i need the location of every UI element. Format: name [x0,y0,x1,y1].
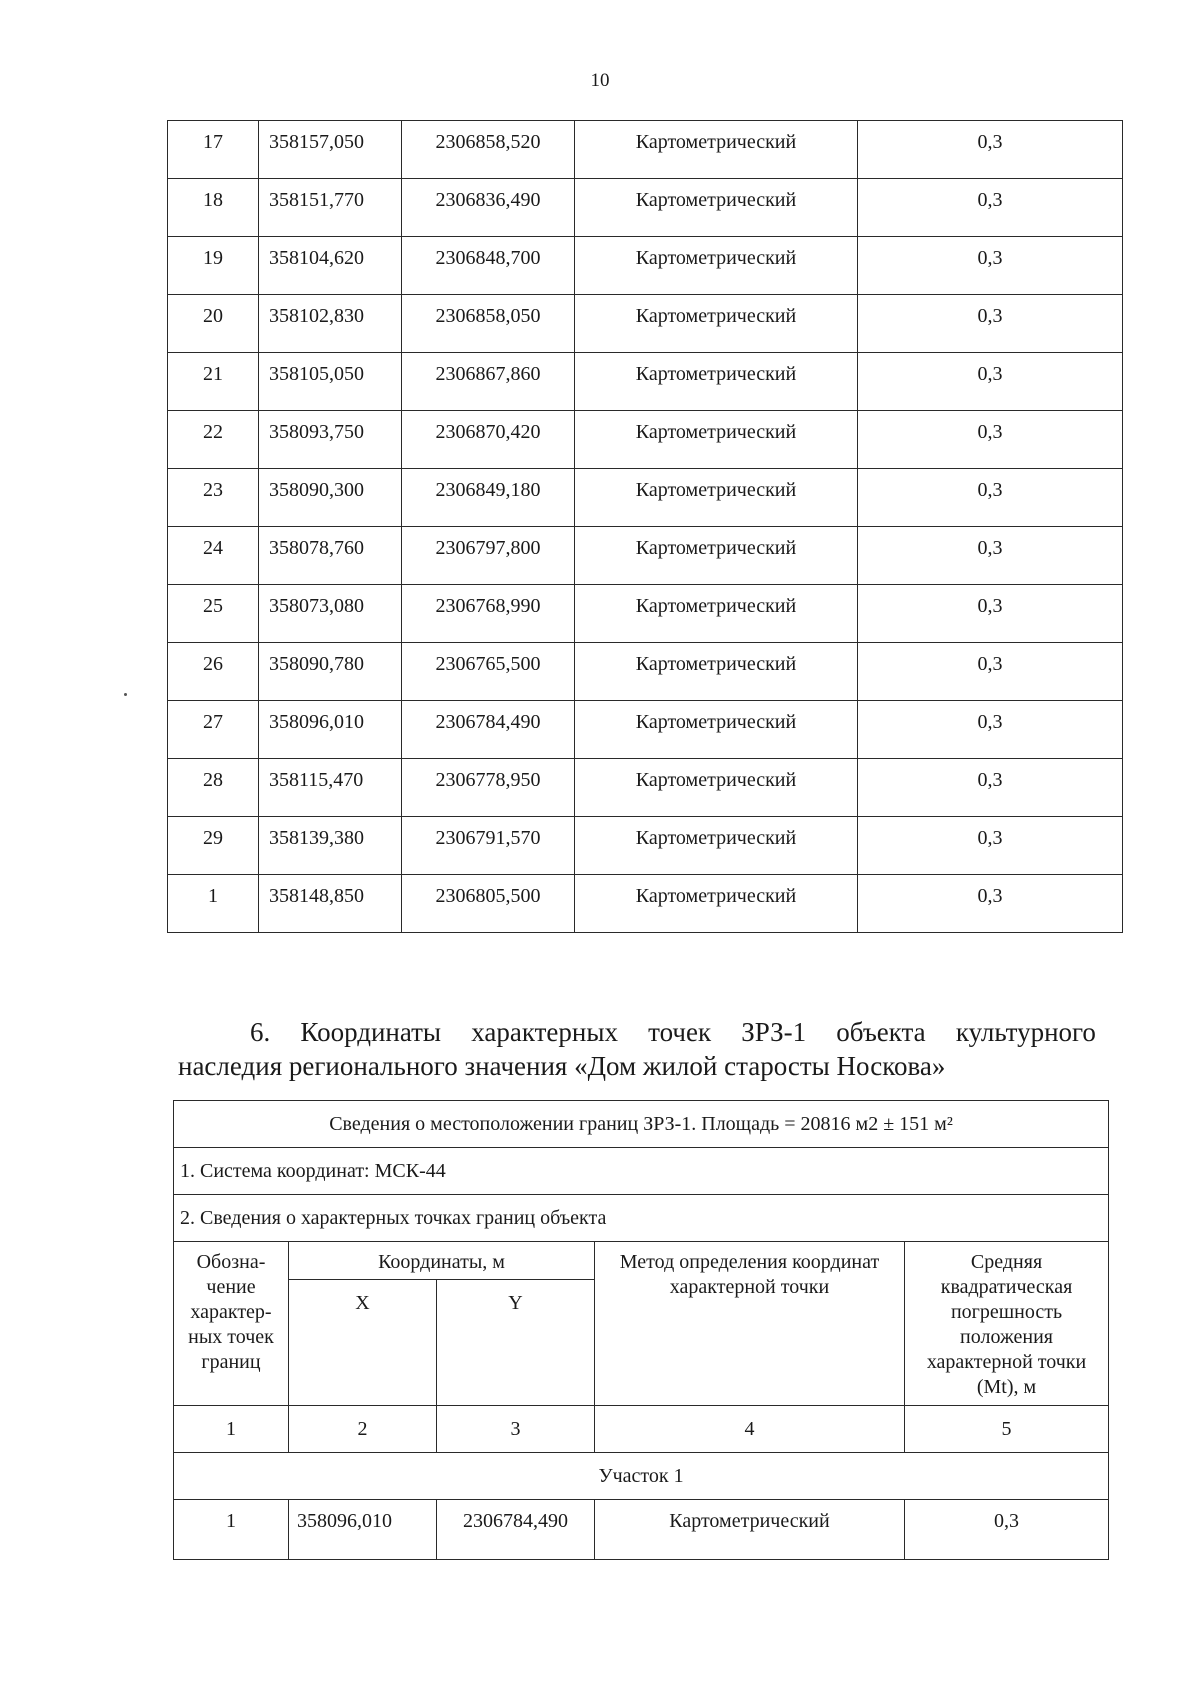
coord-y: 2306797,800 [402,527,575,585]
method: Картометрический [575,353,858,411]
point-number: 26 [168,643,259,701]
header-error: Средняя квадратическая погрешность положения характерной точки (Mt), м [905,1242,1109,1406]
coord-x: 358139,380 [259,817,402,875]
table-row [168,875,1123,933]
column-number: 5 [905,1406,1109,1453]
table-row [168,121,1123,179]
error: 0,3 [905,1500,1109,1560]
coord-y: 2306867,860 [402,353,575,411]
table-row [168,411,1123,469]
coord-x: 358104,620 [259,237,402,295]
method: Картометрический [595,1500,905,1560]
table-row [168,295,1123,353]
error: 0,3 [858,527,1123,585]
method: Картометрический [575,643,858,701]
method: Картометрический [575,411,858,469]
coord-x: 358096,010 [289,1500,437,1560]
points-info: 2. Сведения о характерных точках границ объекта [174,1195,1109,1242]
column-number: 1 [174,1406,289,1453]
coord-x: 358090,780 [259,643,402,701]
table-row [168,527,1123,585]
error: 0,3 [858,585,1123,643]
error: 0,3 [858,701,1123,759]
coord-x: 358078,760 [259,527,402,585]
method: Картометрический [575,179,858,237]
table-row [168,817,1123,875]
point-number: 18 [168,179,259,237]
coord-x: 358115,470 [259,759,402,817]
coord-y: 2306836,490 [402,179,575,237]
point-number: 24 [168,527,259,585]
header-method: Метод определения координат характерной точки [595,1242,905,1406]
section-label: Участок 1 [174,1453,1109,1500]
point-number: 25 [168,585,259,643]
table-row [168,701,1123,759]
method: Картометрический [575,759,858,817]
coord-y: 2306870,420 [402,411,575,469]
point-number: 22 [168,411,259,469]
method: Картометрический [575,121,858,179]
table-row [168,237,1123,295]
error: 0,3 [858,817,1123,875]
point-number: 28 [168,759,259,817]
heading-line-1: 6. Координаты характерных точек ЗРЗ-1 объекта культурного [250,1017,1096,1047]
header-coordinates: Координаты, м [289,1242,595,1280]
method: Картометрический [575,701,858,759]
header-designation: Обозна- чение характер- ных точек границ [174,1242,289,1406]
heading-line-2: наследия регионального значения «Дом жилой старосты Носкова» [178,1051,946,1081]
coord-y: 2306791,570 [402,817,575,875]
column-number: 2 [289,1406,437,1453]
method: Картометрический [575,469,858,527]
coordinates-table-continued [167,120,1123,933]
method: Картометрический [575,527,858,585]
table-title: Сведения о местоположении границ ЗРЗ-1. Площадь = 20816 м2 ± 151 м² [174,1101,1109,1148]
table-row [174,1500,1109,1560]
error: 0,3 [858,353,1123,411]
error: 0,3 [858,179,1123,237]
point-number: 1 [174,1500,289,1560]
point-number: 29 [168,817,259,875]
method: Картометрический [575,237,858,295]
error: 0,3 [858,121,1123,179]
coord-x: 358096,010 [259,701,402,759]
coord-x: 358151,770 [259,179,402,237]
error: 0,3 [858,759,1123,817]
zrz-boundary-table [173,1100,1109,1560]
error: 0,3 [858,237,1123,295]
coord-y: 2306858,050 [402,295,575,353]
coord-x: 358157,050 [259,121,402,179]
coord-y: 2306858,520 [402,121,575,179]
section-heading [178,1015,1096,1083]
coord-y: 2306778,950 [402,759,575,817]
point-number: 17 [168,121,259,179]
table-row [168,469,1123,527]
table-row [168,759,1123,817]
coordinate-system: 1. Система координат: МСК-44 [174,1148,1109,1195]
error: 0,3 [858,411,1123,469]
coord-y: 2306768,990 [402,585,575,643]
table-row [168,353,1123,411]
point-number: 20 [168,295,259,353]
error: 0,3 [858,469,1123,527]
coord-x: 358090,300 [259,469,402,527]
point-number: 19 [168,237,259,295]
column-number: 3 [437,1406,595,1453]
coord-x: 358073,080 [259,585,402,643]
coord-x: 358102,830 [259,295,402,353]
error: 0,3 [858,295,1123,353]
table-row [168,643,1123,701]
coord-y: 2306805,500 [402,875,575,933]
error: 0,3 [858,643,1123,701]
coord-y: 2306784,490 [402,701,575,759]
coord-y: 2306848,700 [402,237,575,295]
error: 0,3 [858,875,1123,933]
method: Картометрический [575,295,858,353]
table-row [168,179,1123,237]
table-row [168,585,1123,643]
point-number: 27 [168,701,259,759]
point-number: 23 [168,469,259,527]
coord-y: 2306765,500 [402,643,575,701]
column-number: 4 [595,1406,905,1453]
header-x: X [289,1280,437,1406]
page-number: 10 [590,70,610,91]
coord-x: 358093,750 [259,411,402,469]
point-number: 1 [168,875,259,933]
header-y: Y [437,1280,595,1406]
scan-speck [124,693,127,696]
coord-x: 358105,050 [259,353,402,411]
method: Картометрический [575,585,858,643]
method: Картометрический [575,817,858,875]
coord-y: 2306849,180 [402,469,575,527]
point-number: 21 [168,353,259,411]
method: Картометрический [575,875,858,933]
coord-y: 2306784,490 [437,1500,595,1560]
coord-x: 358148,850 [259,875,402,933]
